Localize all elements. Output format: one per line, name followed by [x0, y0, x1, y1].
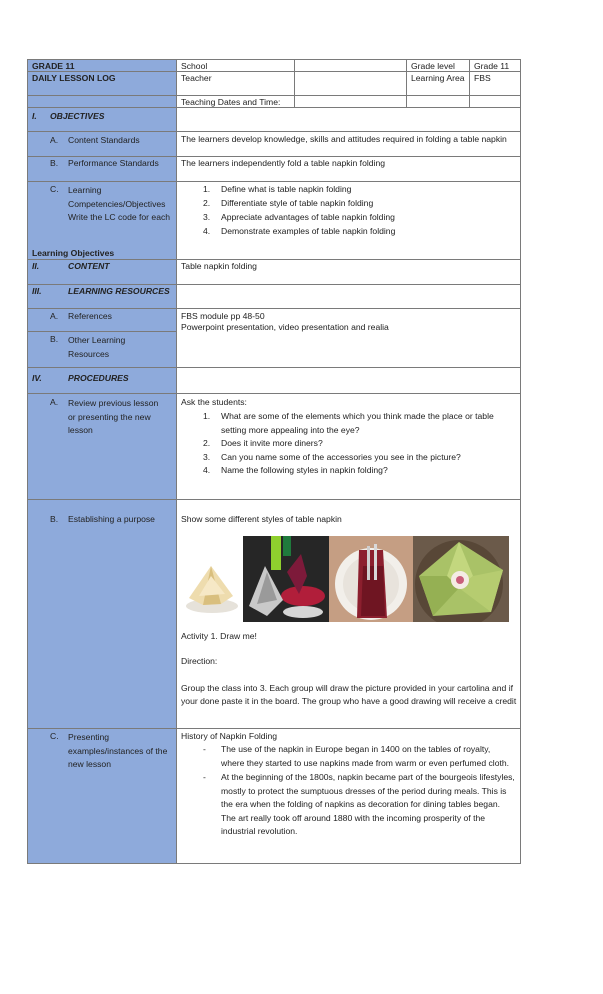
learning-competencies-text: Learning Competencies/Objectives Write the LC code for each [68, 185, 171, 222]
content-value: Table napkin folding [176, 259, 521, 285]
examples-value [176, 728, 521, 864]
objective-item: 4. Demonstrate examples of table napkin folding [203, 226, 396, 236]
review-question: 1. What are some of the elements which you think made the place or table setting more appealing into the eye? [203, 411, 494, 435]
performance-standards-text: Performance Standards [68, 158, 159, 168]
review-label [27, 393, 177, 500]
learning-area-value: FBS [469, 71, 521, 96]
direction-label: Direction: [181, 656, 218, 666]
history-heading: History of Napkin Folding [181, 731, 278, 741]
references-letter: A. [50, 311, 59, 321]
objectives-heading-num: I. [32, 111, 37, 121]
procedures-heading-num: IV. [32, 373, 42, 383]
objectives-heading-text: OBJECTIVES [50, 111, 105, 121]
resources-heading-text: LEARNING RESOURCES [68, 286, 170, 296]
dll-label: DAILY LESSON LOG [27, 71, 177, 96]
procedures-heading-blank [176, 367, 521, 394]
resources-heading-blank [176, 284, 521, 309]
resources-heading-num: III. [32, 286, 42, 296]
procedures-heading-text: PROCEDURES [68, 373, 129, 383]
objectives-heading-blank [176, 107, 521, 132]
napkin-photo-lotus [413, 536, 509, 622]
performance-standards-label [27, 156, 177, 182]
content-heading [27, 259, 177, 285]
objective-item: 3. Appreciate advantages of table napkin folding [203, 212, 395, 222]
school-label: School [176, 59, 295, 72]
napkin-photo-bishop [181, 558, 243, 618]
other-resources-text: Other Learning Resources [68, 335, 126, 359]
content-standards-label [27, 131, 177, 157]
learning-objectives-label: Learning Objectives [27, 246, 177, 260]
napkin-photo-pocket [329, 536, 413, 622]
learning-competencies-label [27, 181, 177, 246]
purpose-letter: B. [50, 514, 59, 524]
teacher-label: Teacher [176, 71, 295, 96]
purpose-label [27, 499, 177, 729]
activity-title: Activity 1. Draw me! [181, 631, 257, 641]
learning-area-label: Learning Area [406, 71, 470, 96]
review-intro: Ask the students: [181, 397, 247, 407]
other-resources-letter: B. [50, 334, 59, 344]
direction-text: Group the class into 3. Each group will draw the picture provided in your cartolina and if your done paste it in the board. The group who have a good drawing will receive a credit [181, 683, 517, 706]
dates-label: Teaching Dates and Time: [176, 95, 295, 108]
review-text: Review previous lesson or presenting the new lesson [68, 398, 159, 435]
grade-level-label: Grade level [406, 59, 470, 72]
procedures-heading [27, 367, 177, 394]
grade-label: GRADE 11 [27, 59, 177, 72]
purpose-text: Establishing a purpose [68, 514, 155, 524]
resources-heading [27, 284, 177, 309]
grade-level-value: Grade 11 [469, 59, 521, 72]
learning-competencies-list [176, 181, 521, 260]
performance-standards-value: The learners independently fold a table napkin folding [176, 156, 521, 182]
history-item: - The use of the napkin in Europe began in 1400 on the tables of royalty, where they started to use napkins made from warm or even perfumed cloth. [203, 744, 510, 768]
other-resources-label [27, 331, 177, 368]
performance-standards-letter: B. [50, 158, 59, 168]
references-value [176, 308, 521, 368]
review-question: 3. Can you name some of the accessories you see in the picture? [203, 451, 461, 462]
content-standards-value: The learners develop knowledge, skills and attitudes required in folding a table napkin [176, 131, 521, 157]
objectives-heading [27, 107, 177, 132]
objective-item: 2. Differentiate style of table napkin folding [203, 198, 374, 208]
review-question: 4. Name the following styles in napkin folding? [203, 465, 388, 475]
references-line-2: Powerpoint presentation, video presentation and realia [181, 322, 389, 332]
examples-label [27, 728, 177, 864]
purpose-value [176, 499, 521, 729]
references-label [27, 308, 177, 332]
references-text: References [68, 311, 112, 321]
content-heading-num: II. [32, 261, 40, 271]
content-standards-text: Content Standards [68, 135, 140, 145]
review-letter: A. [50, 397, 59, 407]
teacher-value[interactable] [294, 71, 407, 96]
review-value [176, 393, 521, 500]
examples-letter: C. [50, 731, 59, 741]
purpose-intro: Show some different styles of table napkin [181, 514, 342, 524]
learning-competencies-letter: C. [50, 184, 59, 194]
objective-item: 1. Define what is table napkin folding [203, 184, 352, 194]
content-heading-text: CONTENT [68, 261, 110, 271]
examples-text: Presenting examples/instances of the new lesson [68, 732, 168, 769]
history-item: - At the beginning of the 1800s, napkin became part of the bourgeois lifestyles, mostly to protect the sumptuous dresses of the period during meals. This is the era when the folding of napkins as decoration for dining tables began. The art really took off around 1880 with the incoming prosperity of the industrial revolution. [203, 772, 515, 836]
references-line-1: FBS module pp 48-50 [181, 311, 265, 321]
napkin-photo-fan [243, 536, 329, 622]
content-standards-letter: A. [50, 135, 59, 145]
review-question: 2. Does it invite more diners? [203, 438, 323, 448]
